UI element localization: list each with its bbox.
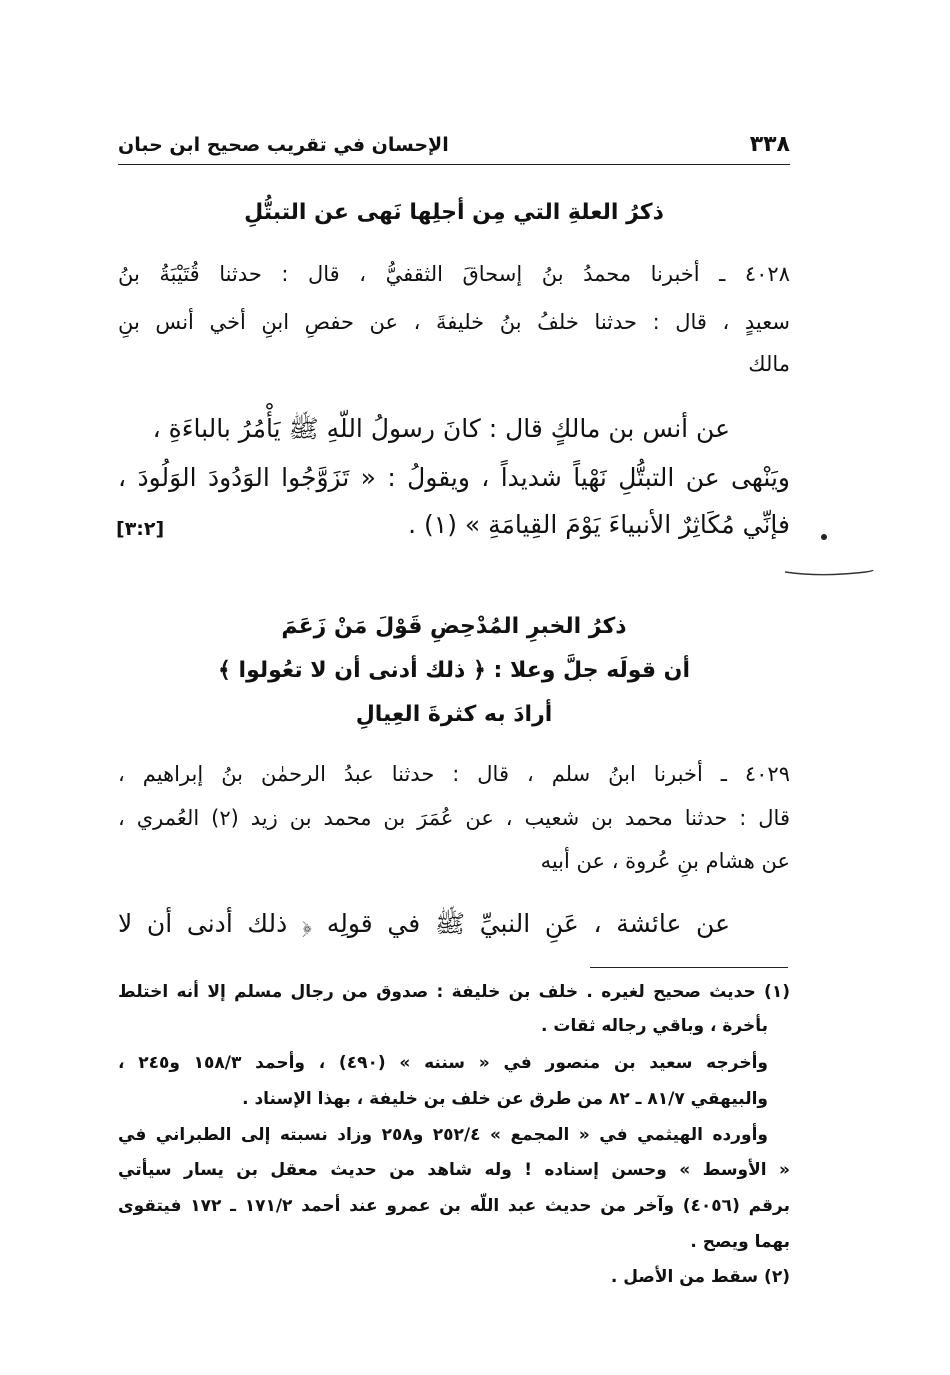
matn-line-3: فإنِّي مُكَاثِرٌ الأنبياءَ يَوْمَ القِيامَةِ » (١) . [408, 510, 790, 539]
footnote-line-3: وأخرجه سعيد بن منصور في « سننه » (٤٩٠) ، وأحمد ١٥٨/٣ و٢٤٥ ، [118, 1053, 768, 1073]
footnote-line-7: برقم (٤٠٥٦) وآخر من حديث عبد اللّه بن عمرو عند أحمد ١٧١/٢ ـ ١٧٢ فيتقوى [118, 1196, 791, 1216]
isnad-line-4: ٤٠٢٩ ـ أخبرنا ابنُ سلم ، قال : حدثنا عبدُ الرحمٰن بنُ إبراهيم ، [118, 762, 790, 786]
margin-stroke [783, 560, 875, 582]
book-title: الإحسان في تقريب صحيح ابن حبان [118, 134, 449, 156]
footnote-line-2: بأخرة ، وباقي رجاله ثقات . [540, 1016, 768, 1036]
section-heading-2-line-2: أن قولَه جلَّ وعلا : ﴿ ذلك أدنى أن لا تعُولوا ﴾ [217, 658, 690, 683]
footnote-line-9: (٢) سقط من الأصل . [610, 1267, 790, 1287]
matn-line-2: ويَنْهى عن التبتُّلِ نَهْياً شديداً ، ويقولُ : « تَزَوَّجُوا الوَدُودَ الوَلُودَ ، [118, 463, 790, 492]
margin-dot [821, 534, 827, 540]
isnad-line-5: قال : حدثنا محمد بن شعيب ، عن عُمَرَ بن محمد بن زيد (٢) العُمري ، [118, 806, 790, 830]
isnad-line-3: مالك [748, 352, 790, 376]
isnad-line-6: عن هشام بنِ عُروة ، عن أبيه [540, 849, 790, 873]
footnote-line-4: والبيهقي ٨١/٧ ـ ٨٢ من طرق عن خلف بن خليفة ، بهذا الإسناد . [242, 1089, 768, 1109]
section-heading-2-line-3: أرادَ به كثرةَ العِيالِ [355, 702, 553, 727]
footnote-rule [590, 967, 788, 968]
isnad-line-1: ٤٠٢٨ ـ أخبرنا محمدُ بنُ إسحاقَ الثقفيُّ ، قال : حدثنا قُتَيْبَةُ بنُ [118, 262, 790, 286]
section-heading-2-line-1: ذكرُ الخبرِ المُدْحِضِ قَوْلَ مَنْ زَعَمَ [281, 614, 627, 639]
footnote-line-8: بهما ويصح . [690, 1232, 790, 1252]
section-heading-1: ذكرُ العلةِ التي مِن أجلِها نَهى عن التبتُّلِ [244, 200, 664, 225]
footnote-line-6: « الأوسط » وحسن إسناده ! وله شاهد من حديث معقل بن يسار سيأتي [118, 1160, 790, 1180]
hadith-reference: [٣:٢] [116, 518, 165, 540]
footnote-line-5: وأورده الهيثمي في « المجمع » ٢٥٢/٤ و٢٥٨ وزاد نسبته إلى الطبراني في [118, 1125, 768, 1145]
matn-line-1: عن أنس بن مالكٍ قال : كانَ رسولُ اللّهِ ﷺ يَأْمُرُ بالباءَةِ ، [152, 414, 730, 443]
footnote-line-1: (١) حديث صحيح لغيره . خلف بن خليفة : صدوق من رجال مسلم إلا أنه اختلط [118, 982, 790, 1002]
matn-line-4: عن عائشة ، عَنِ النبيِّ ﷺ في قولِه ﴿ ذلك أدنى أن لا [118, 909, 730, 938]
page-number: ٣٣٨ [749, 132, 790, 157]
running-header [118, 130, 790, 165]
isnad-line-2: سعيدٍ ، قال : حدثنا خلفُ بنُ خليفةَ ، عن حفصِ ابنِ أخي أنس بنِ [118, 310, 790, 334]
